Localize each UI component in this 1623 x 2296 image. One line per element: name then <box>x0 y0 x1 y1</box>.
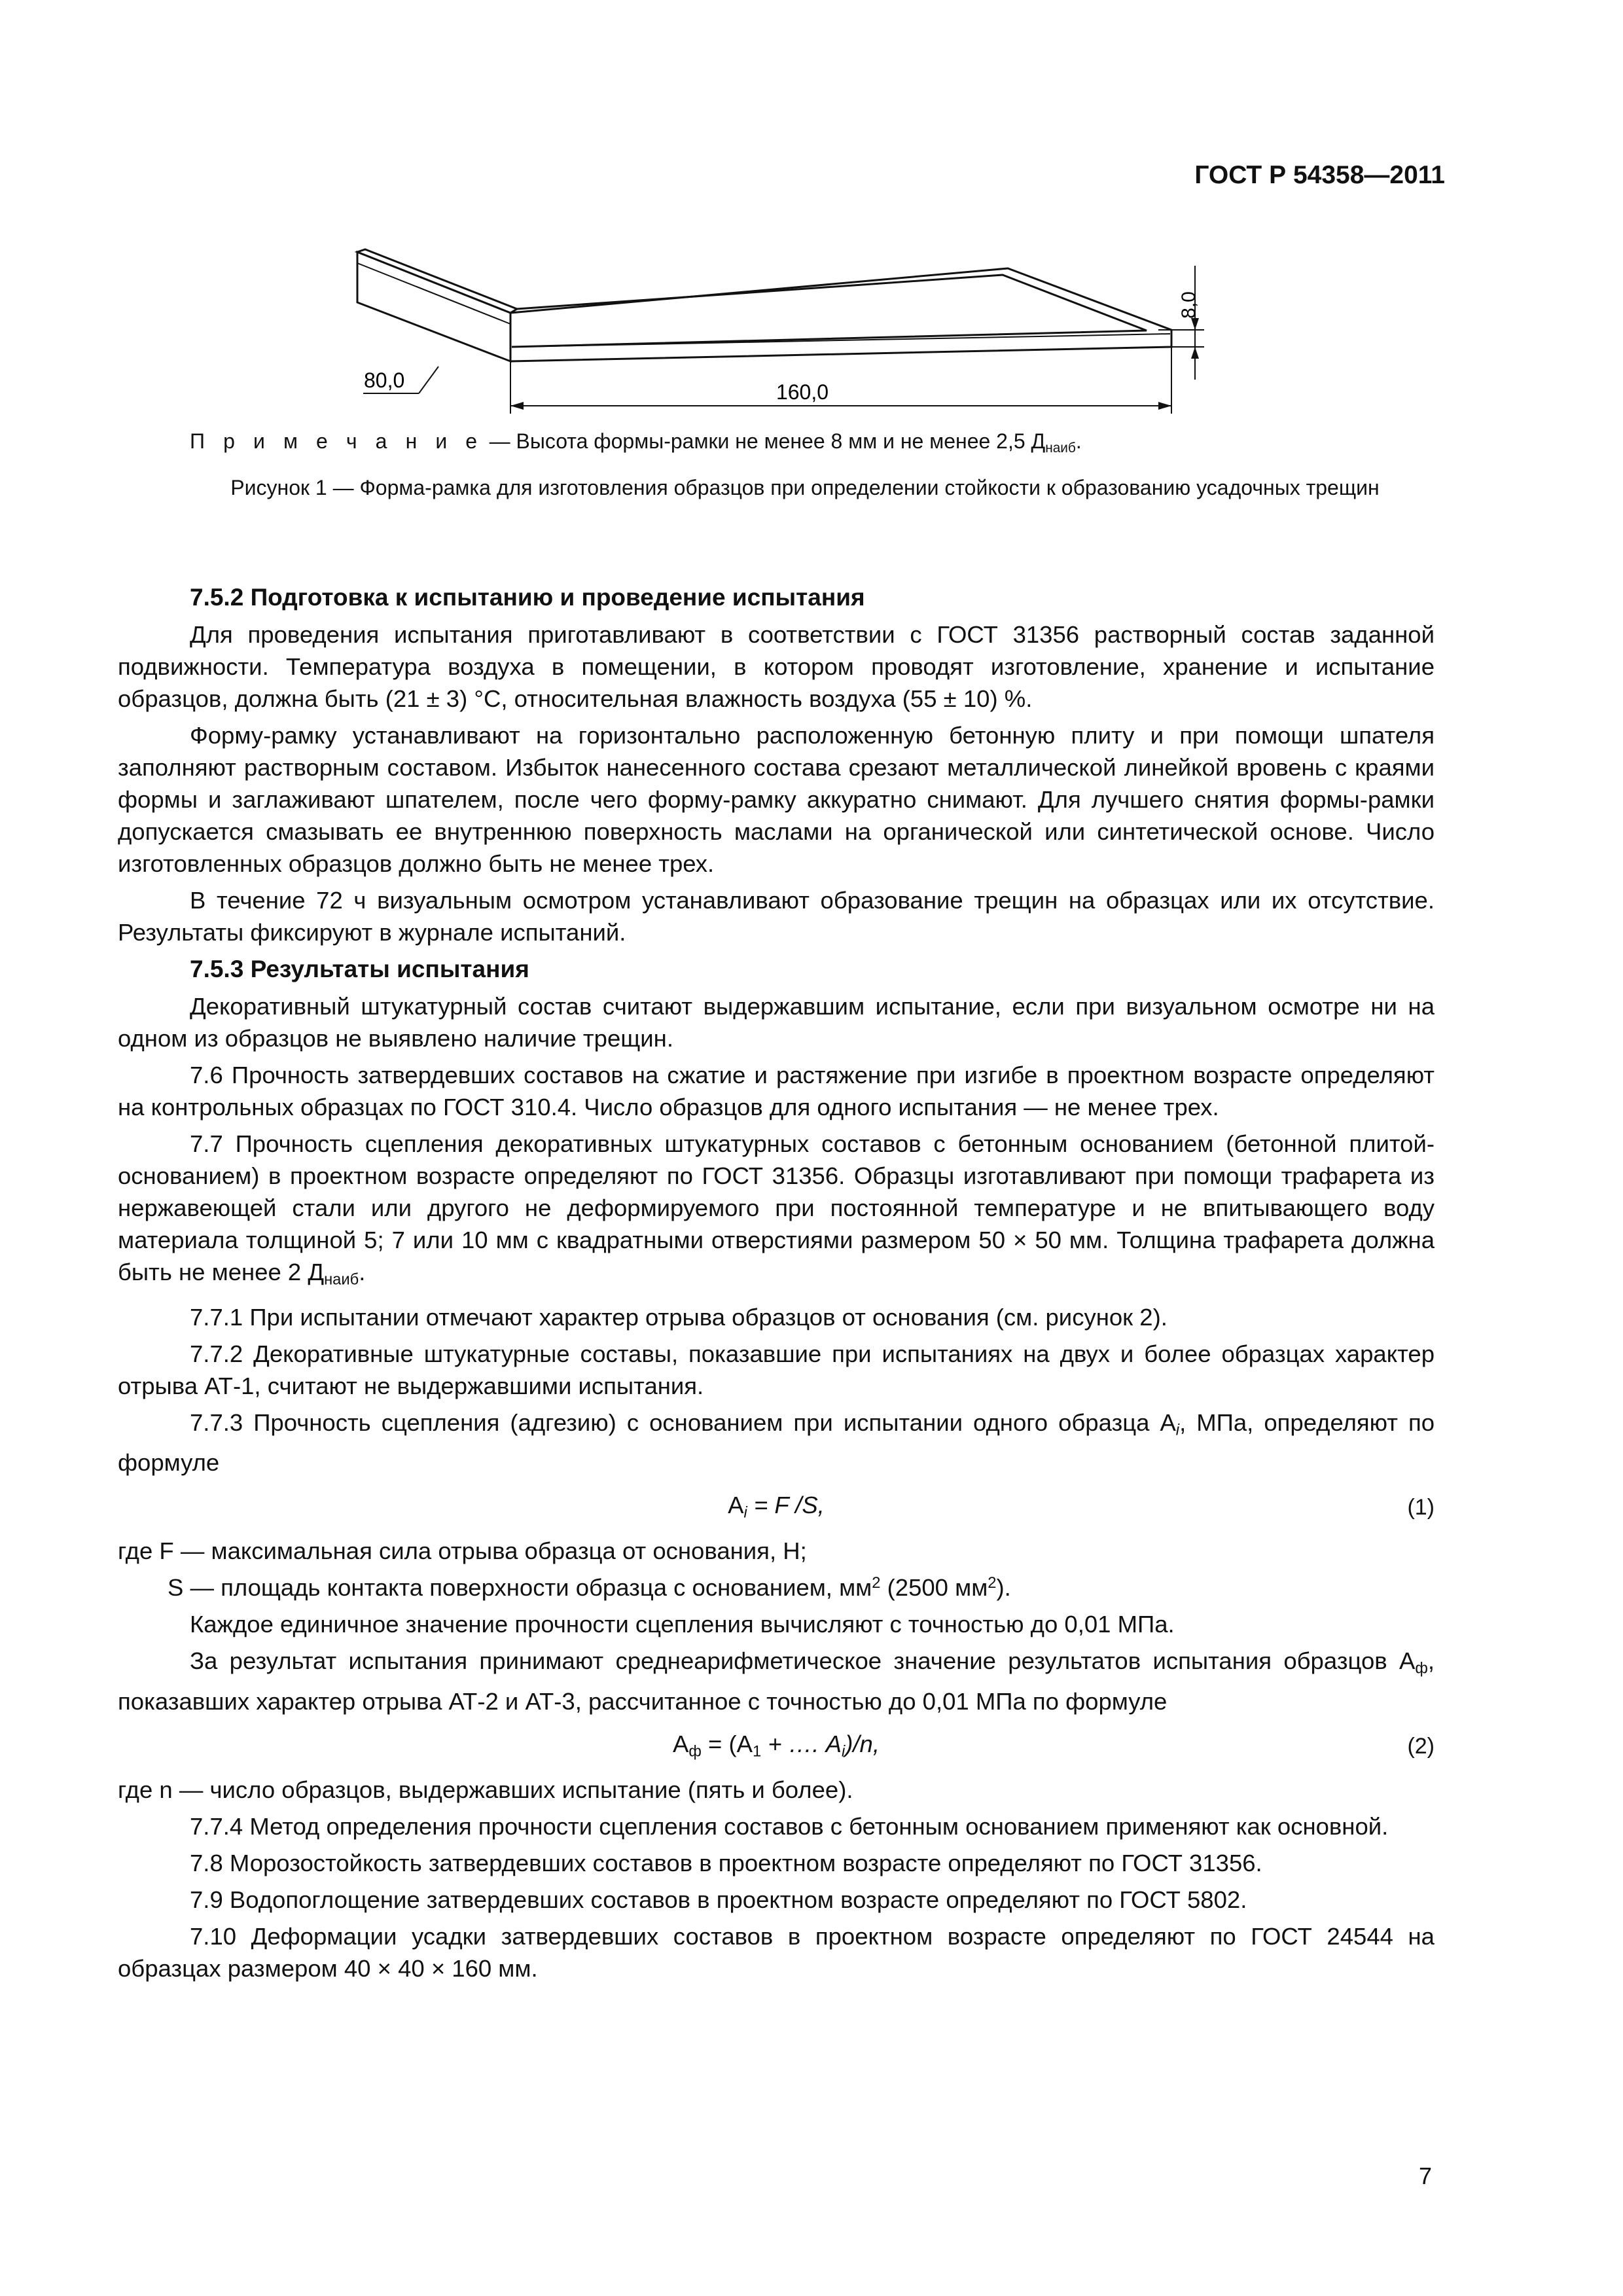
f2-A: А <box>673 1730 689 1757</box>
paragraph-7-8: 7.8 Морозостойкость затвердевших составов в проектном возрасте определяют по ГОСТ 31356. <box>190 1849 1262 1876</box>
where-S-sup2: 2 <box>988 1575 997 1592</box>
figure-note <box>190 429 1082 456</box>
formula-1 <box>118 1489 1435 1526</box>
where-S-a: S — площадь контакта поверхности образца с основанием, мм <box>168 1574 872 1602</box>
f1-rest: = F /S, <box>747 1492 825 1519</box>
note-text: — Высота формы-рамки не менее 8 мм и не менее 2,5 Д <box>483 429 1046 453</box>
page-number: 7 <box>1418 2162 1432 2189</box>
p773-subscript-i: i <box>1175 1422 1180 1439</box>
frame-mold-svg <box>340 242 1257 425</box>
p77-subscript: наиб <box>324 1271 359 1289</box>
paragraph-7-9: 7.9 Водопоглощение затвердевших составов в проектном возрасте определяют по ГОСТ 5802. <box>190 1886 1247 1913</box>
note-label: П р и м е ч а н и е <box>190 429 484 453</box>
dimension-length: 160,0 <box>776 380 829 404</box>
formula-1-expression <box>118 1489 1435 1530</box>
figure-1-frame-drawing <box>340 242 1257 425</box>
paragraph: В течение 72 ч визуальным осмотром устанавливают образование трещин на образцах или их отсутствие. Результаты фиксируют в журнале испытаний. <box>118 887 1435 946</box>
paragraph-result <box>118 1645 1435 1717</box>
section-heading-7-5-2: 7.5.2 Подготовка к испытанию и проведение испытания <box>190 584 865 611</box>
f2-mid: = (А <box>701 1730 753 1757</box>
where-F: где F — максимальная сила отрыва образца от основания, Н; <box>118 1537 807 1565</box>
paragraph-7-7-3 <box>118 1407 1435 1479</box>
figure-caption: Рисунок 1 — Форма-рамка для изготовления образцов при определении стойкости к образованию усадочных трещин <box>230 476 1380 499</box>
f1-A: А <box>728 1492 744 1519</box>
f2-sub1: 1 <box>753 1743 762 1761</box>
formula-1-number: (1) <box>1407 1495 1435 1520</box>
p77-text: 7.7 Прочность сцепления декоративных штукатурных составов с бетонным основанием (бетонной плитой-основанием) в проектном возрасте определяют по ГОСТ 31356. Образцы изготавливают при помощи трафарета из нержавеющей стали или другого не деформируемого при постоянной температуре и не впитывающего воду материала толщиной 5; 7 или 10 мм с квадратными отверстиями размером 50 × 50 мм. Толщина трафарета должна быть не менее 2 Д <box>118 1130 1435 1285</box>
where-n: где n — число образцов, выдержавших испытание (пять и более). <box>118 1776 853 1803</box>
paragraph-7-7-4: 7.7.4 Метод определения прочности сцепления составов с бетонным основанием применяют как основной. <box>190 1812 1389 1840</box>
note-end: . <box>1075 429 1082 453</box>
frame-outer-edge <box>510 268 1171 361</box>
document-code: ГОСТ Р 54358—2011 <box>1194 161 1445 189</box>
where-S-sup: 2 <box>872 1575 881 1592</box>
where-S-c: ). <box>996 1574 1011 1602</box>
paragraph-7-10: 7.10 Деформации усадки затвердевших составов в проектном возрасте определяют по ГОСТ 24544 на образцах размером 40 × 40 × 160 мм. <box>118 1922 1435 1982</box>
paragraph: Для проведения испытания приготавливают в соответствии с ГОСТ 31356 растворный состав заданной подвижности. Температура воздуха в помещении, в котором проводят изготовление, хранение и испытание образцов, должна быть (21 ± 3) °С, относительная влажность воздуха (55 ± 10) %. <box>118 621 1435 712</box>
dimension-width: 80,0 <box>364 368 405 392</box>
paragraph-7-6: 7.6 Прочность затвердевших составов на сжатие и растяжение при изгибе в проектном возрасте определяют на контрольных образцах по ГОСТ 310.4. Число образцов для одного испытания — не менее трех. <box>118 1062 1435 1121</box>
note-subscript: наиб <box>1045 440 1076 456</box>
result-text-a: За результат испытания принимают среднеарифметическое значение результатов испытания образцов А <box>190 1647 1416 1675</box>
formula-2 <box>118 1728 1435 1765</box>
p773-text-a: 7.7.3 Прочность сцепления (адгезию) с основанием при испытании одного образца А <box>190 1408 1176 1436</box>
f2-mid2: + …. А <box>761 1730 842 1757</box>
f2-sub: ф <box>688 1743 702 1761</box>
paragraph-7-7-2: 7.7.2 Декоративные штукатурные составы, показавшие при испытаниях на двух и более образцах характер отрыва АТ-1, считают не выдержавшими испытания. <box>118 1340 1435 1399</box>
p773-text-b: , МПа, определяют по формуле <box>118 1408 1435 1477</box>
result-text-b: , показавших характер отрыва АТ-2 и АТ-3, рассчитанное с точностью до 0,01 МПа по формуле <box>118 1647 1435 1715</box>
formula-2-number: (2) <box>1407 1733 1435 1759</box>
f1-sub-i: i <box>743 1504 747 1522</box>
formula-2-expression <box>118 1728 1435 1768</box>
paragraph: Форму-рамку устанавливают на горизонтально расположенную бетонную плиту и при помощи шпателя заполняют растворным составом. Избыток нанесенного состава срезают металлической линейкой вровень с краями формы и заглаживают шпателем, после чего форму-рамку аккуратно снимают. Для лучшего снятия формы-рамки допускается смазывать ее внутреннюю поверхность маслами на органической или синтетической основе. Число изготовленных образцов должно быть не менее трех. <box>118 722 1435 877</box>
paragraph-each-value: Каждое единичное значение прочности сцепления вычисляют с точностью до 0,01 МПа. <box>190 1611 1175 1638</box>
where-S-b: (2500 мм <box>880 1574 988 1602</box>
document-body <box>118 581 1435 1989</box>
paragraph-7-7 <box>118 1128 1435 1297</box>
section-heading-7-5-3: 7.5.3 Результаты испытания <box>190 956 529 982</box>
frame-front-bar <box>357 252 510 361</box>
f2-end: )/n, <box>845 1730 880 1757</box>
result-sub: ф <box>1415 1660 1428 1677</box>
dimension-height: 8,0 <box>1178 291 1200 319</box>
f2-sub-i: i <box>841 1743 846 1761</box>
p77-end: . <box>359 1259 366 1285</box>
paragraph-7-7-1: 7.7.1 При испытании отмечают характер отрыва образцов от основания (см. рисунок 2). <box>190 1303 1168 1331</box>
where-S <box>118 1571 1435 1604</box>
paragraph: Декоративный штукатурный состав считают выдержавшим испытание, если при визуальном осмотре ни на одном из образцов не выявлено наличие трещин. <box>118 993 1435 1052</box>
